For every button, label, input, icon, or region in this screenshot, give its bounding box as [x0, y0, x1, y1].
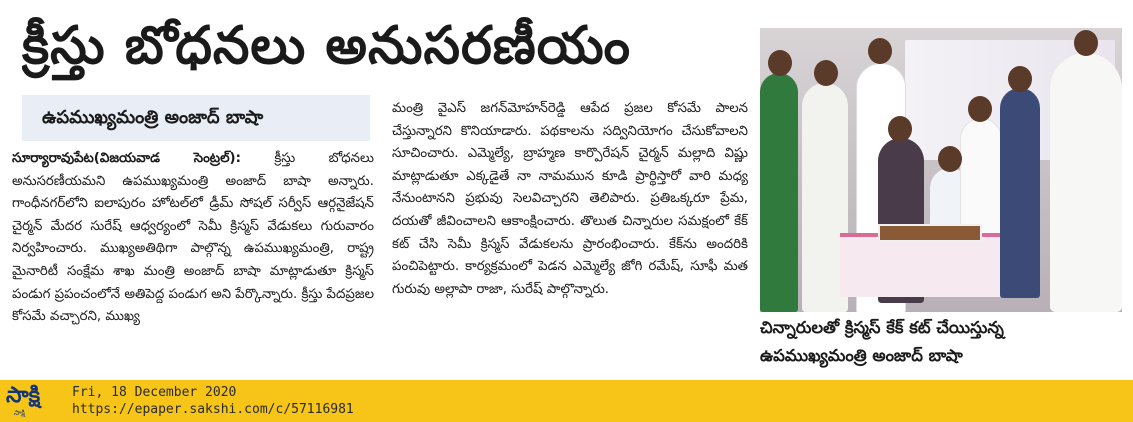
photo-head: [1074, 30, 1098, 56]
column-1-text: క్రీస్తు బోధనలు అనుసరణీయమని ఉపముఖ్యమంత్రి అంజాద్ బాషా అన్నారు. గాంధీనగర్‌లోని ఐలాపురం హోటల్‌లో డ్రీమ్ సోషల్ సర్వీస్ ఆర్గనైజేషన్ చైర్మన్ మేదర సురేష్ ఆధ్వర్యంలో సెమీ క్రిస్మస్ వేడుకలు గురువారం నిర్వహించారు. ముఖ్యఅతిథిగా పాల్గొన్న ఉపముఖ్యమంత్రి, రాష్ట్ర మైనారిటీ సంక్షేమ శాఖ మంత్రి అంజాద్ బాషా మాట్లాడుతూ క్రిస్మస్ పండుగ ప్రపంచంలోనే అతిపెద్ద పండుగ అని పేర్కొన్నారు. క్రీస్తు పేదప్రజల కోసమే వచ్చారని, ముఖ్య: [12, 151, 374, 325]
article-column-2: [392, 98, 748, 368]
photo-head: [768, 50, 792, 76]
photo-cake: [878, 224, 982, 242]
epaper-url-link[interactable]: https://epaper.sakshi.com/c/57116981: [72, 402, 354, 417]
article-subheadline: ఉపముఖ్యమంత్రి అంజాద్ బాషా: [22, 95, 370, 141]
photo-cake-table: [840, 233, 1000, 297]
article-photo: [760, 28, 1122, 312]
article-column-1: [12, 148, 374, 374]
photo-head: [814, 60, 838, 86]
footer-bar: [0, 380, 1133, 422]
sakshi-logo[interactable]: [6, 383, 64, 419]
logo-subtext: సాక్షి: [14, 409, 25, 417]
dateline: సూర్యారావుపేట(విజయవాడ సెంట్రల్):: [12, 151, 241, 166]
edition-date: Fri, 18 December 2020: [72, 385, 237, 400]
photo-caption-line-2: ఉపముఖ్యమంత్రి అంజాద్ బాషా: [760, 346, 963, 365]
photo-person: [1000, 88, 1040, 298]
column-2-text: మంత్రి వైఎస్ జగన్‌మోహన్‌రెడ్డి ఆపేద ప్రజల కోసమే పాలన చేస్తున్నారని కొనియాడారు. పథకాలను సద్వినియోగం చేసుకోవాలని సూచించారు. ఎమ్మెల్యే, బ్రాహ్మణ కార్పొరేషన్ చైర్మన్ మల్లాది విష్ణు మాట్లాడుతూ ఎక్కడైతే నా నామమున కూడి ప్రార్థిస్తారో వారి మధ్య నేనుంటానని ప్రభువు సెలవిచ్చారని తెలిపారు. ప్రతిఒక్కరూ ప్రేమ, దయతో జీవించాలని ఆకాంక్షించారు. తొలుత చిన్నారుల సమక్షంలో కేక్ కట్ చేసి సెమీ క్రిస్మస్ వేడుకలను ప్రారంభించారు. కేక్‌ను అందరికి పంచిపెట్టారు. కార్యక్రమంలో పెడన ఎమ్మెల్యే జోగి రమేష్, సూఫీ మత గురువు అల్లాపా రాజా, సురేష్ పాల్గొన్నారు.: [392, 101, 748, 297]
footer-info: [72, 384, 354, 418]
photo-head: [968, 96, 992, 122]
photo-person: [1050, 53, 1122, 312]
photo-head: [888, 116, 912, 142]
article-headline: క్రీస్తు బోధనలు అనుసరణీయం: [22, 16, 631, 76]
logo-wordmark: సాక్షి: [6, 383, 41, 408]
article-paragraph: [12, 148, 374, 329]
photo-head: [1008, 66, 1032, 92]
photo-caption-line-1: చిన్నారులతో క్రిస్మస్ కేక్ కట్ చేయిస్తున్న: [760, 318, 1004, 337]
photo-head: [938, 146, 962, 172]
photo-person: [760, 73, 798, 312]
photo-head: [868, 38, 892, 64]
photo-caption: [760, 314, 1122, 370]
